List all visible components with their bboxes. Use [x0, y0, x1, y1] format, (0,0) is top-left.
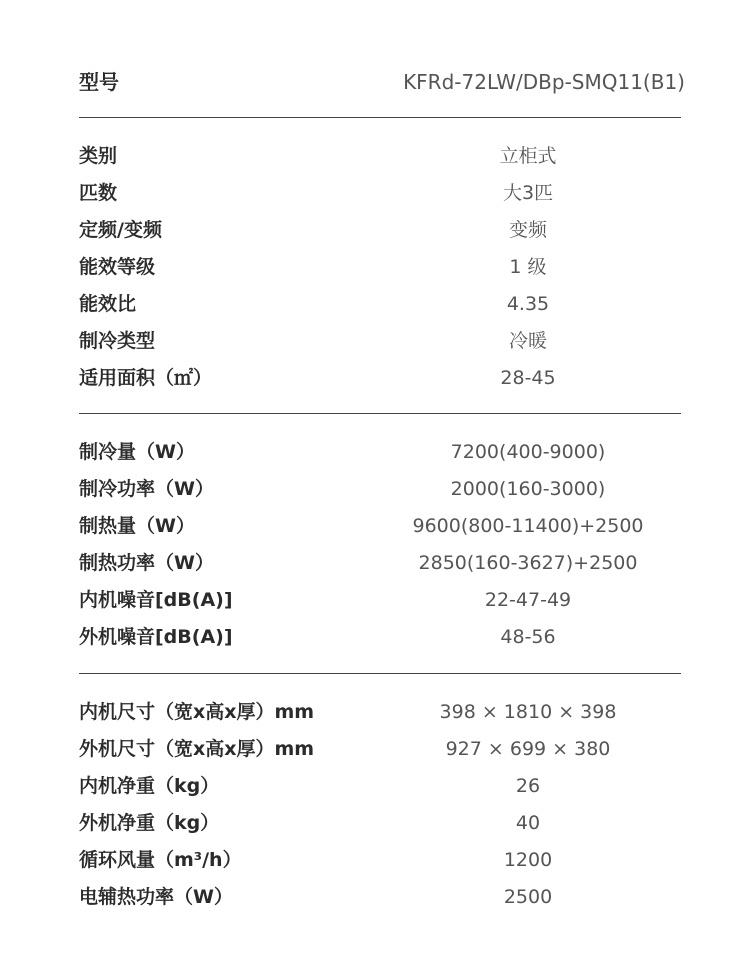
spec-label: 适用面积（㎡）	[79, 367, 213, 389]
spec-value: 927 × 699 × 380	[445, 738, 611, 760]
spec-value: 1200	[503, 849, 553, 871]
spec-value: 2000(160-3000)	[450, 478, 606, 500]
spec-row	[0, 769, 750, 803]
divider	[79, 117, 681, 118]
spec-label: 能效比	[79, 293, 137, 315]
spec-value: 398 × 1810 × 398	[439, 701, 617, 723]
spec-value: 26	[515, 775, 541, 797]
spec-value: 冷暖	[508, 330, 547, 352]
spec-value: 22-47-49	[484, 589, 572, 611]
spec-label: 匹数	[79, 182, 118, 204]
spec-row	[0, 695, 750, 729]
spec-row	[0, 806, 750, 840]
spec-label: 类别	[79, 145, 118, 167]
spec-row	[0, 732, 750, 766]
spec-value: 40	[515, 812, 541, 834]
spec-label: 型号	[79, 70, 119, 94]
spec-label: 制冷类型	[79, 330, 156, 352]
spec-value: 9600(800-11400)+2500	[412, 515, 644, 537]
spec-row	[0, 435, 750, 469]
spec-value: 48-56	[500, 626, 556, 648]
spec-label: 制热量（W）	[79, 515, 195, 537]
spec-row	[0, 213, 750, 247]
spec-value: 7200(400-9000)	[450, 441, 606, 463]
spec-value: 大3匹	[502, 182, 554, 204]
spec-row	[0, 583, 750, 617]
spec-row	[0, 843, 750, 877]
spec-label: 内机尺寸（宽x高x厚）mm	[79, 701, 315, 723]
spec-label: 外机尺寸（宽x高x厚）mm	[79, 738, 315, 760]
spec-row	[0, 361, 750, 395]
spec-label: 外机噪音[dB(A)]	[79, 626, 233, 648]
spec-value: 2850(160-3627)+2500	[418, 552, 638, 574]
spec-row	[0, 176, 750, 210]
spec-row	[0, 620, 750, 654]
spec-label: 制热功率（W）	[79, 552, 214, 574]
spec-row	[0, 509, 750, 543]
spec-label: 能效等级	[79, 256, 156, 278]
spec-row	[0, 250, 750, 284]
spec-label: 循环风量（m³/h）	[79, 849, 242, 871]
spec-label: 电辅热功率（W）	[79, 886, 233, 908]
spec-row	[0, 472, 750, 506]
spec-row	[0, 139, 750, 173]
spec-value: 2500	[503, 886, 553, 908]
spec-value: KFRd-72LW/DBp-SMQ11(B1)	[403, 70, 685, 94]
spec-value: 立柜式	[499, 145, 557, 167]
spec-row	[0, 880, 750, 914]
spec-value: 28-45	[500, 367, 556, 389]
spec-row	[0, 324, 750, 358]
spec-label: 制冷量（W）	[79, 441, 195, 463]
spec-row	[0, 546, 750, 580]
spec-value: 1 级	[509, 256, 547, 278]
spec-label: 制冷功率（W）	[79, 478, 214, 500]
spec-row	[0, 287, 750, 321]
divider	[79, 673, 681, 674]
divider	[79, 413, 681, 414]
spec-label: 定频/变频	[79, 219, 162, 241]
spec-value: 4.35	[506, 293, 550, 315]
spec-label: 内机净重（kg）	[79, 775, 220, 797]
spec-label: 内机噪音[dB(A)]	[79, 589, 233, 611]
spec-value: 变频	[508, 219, 547, 241]
spec-label: 外机净重（kg）	[79, 812, 220, 834]
spec-row-model	[0, 65, 750, 99]
